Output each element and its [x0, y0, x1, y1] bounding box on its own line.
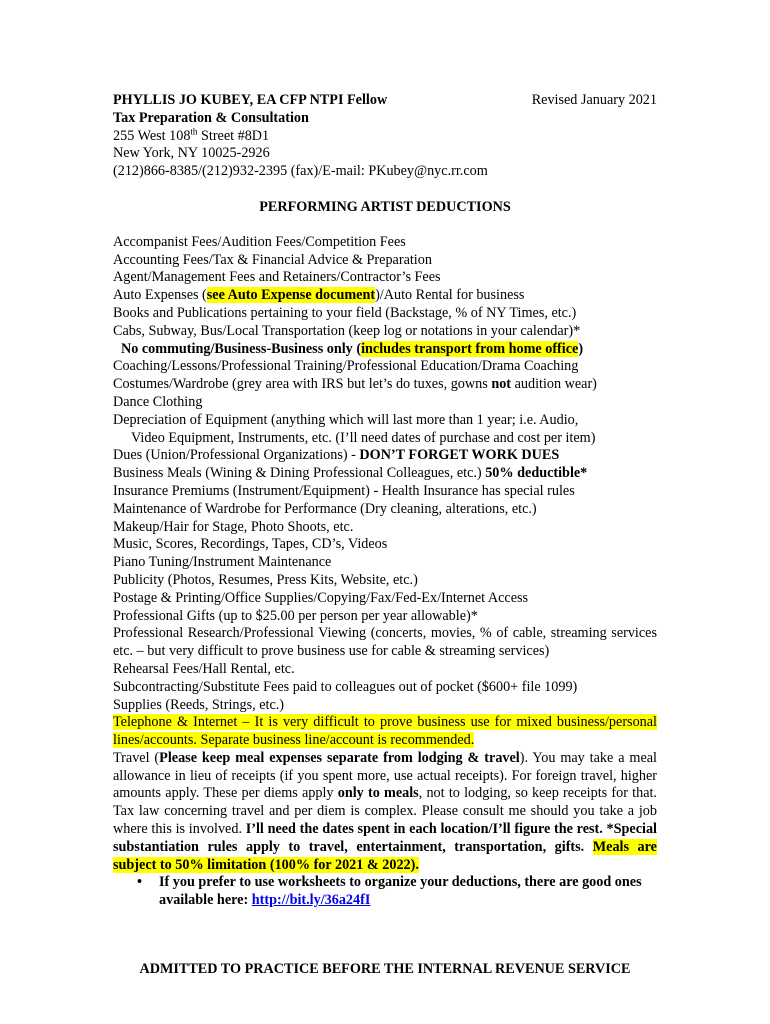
travel-paragraph [113, 750, 657, 875]
list-item: Accounting Fees/Tax & Financial Advice & Preparation [113, 251, 432, 268]
commute-highlight: includes transport from home office [361, 340, 579, 357]
costumes-text: Costumes/Wardrobe (grey area with IRS but let’s do tuxes, gowns [113, 376, 492, 393]
list-item: Publicity (Photos, Resumes, Press Kits, Website, etc.) [113, 571, 418, 588]
list-item: Video Equipment, Instruments, etc. (I’ll need dates of purchase and cost per item) [131, 429, 596, 446]
list-item: Accompanist Fees/Audition Fees/Competition Fees [113, 233, 406, 250]
travel-bold: Please keep meal expenses separate from lodging & travel [159, 749, 520, 766]
worksheets-link[interactable]: http://bit.ly/36a24fI [251, 892, 371, 909]
auto-highlight: see Auto Expense document [206, 287, 376, 304]
bullet-item [137, 874, 657, 910]
footer-text: ADMITTED TO PRACTICE BEFORE THE INTERNAL REVENUE SERVICE [139, 961, 631, 977]
list-item: Books and Publications pertaining to your field (Backstage, % of NY Times, etc.) [113, 304, 577, 321]
street-address [113, 125, 657, 146]
page-title: PERFORMING ARTIST DEDUCTIONS [259, 198, 511, 215]
bullet-text: If you prefer to use worksheets to organize your deductions, there are good ones available here: [159, 874, 642, 909]
list-item: Professional Research/Professional Viewing (concerts, movies, % of cable, streaming services etc. – but very difficult to prove business use for cable & streaming services) [113, 625, 657, 660]
street-name: Street #8D1 [197, 127, 270, 144]
costumes-text-end: audition wear) [511, 376, 597, 393]
list-item: Coaching/Lessons/Professional Training/Professional Education/Drama Coaching [113, 358, 579, 375]
costumes-bold: not [491, 376, 512, 393]
list-item: Music, Scores, Recordings, Tapes, CD’s, Videos [113, 536, 388, 553]
commute-text: No commuting/Business-Business only ( [121, 340, 362, 357]
list-item: Postage & Printing/Office Supplies/Copying/Fax/Fed-Ex/Internet Access [113, 589, 529, 606]
header-row [113, 92, 657, 110]
city-line: New York, NY 10025-2926 [113, 145, 270, 162]
auto-text-end: )/Auto Rental for business [375, 287, 525, 304]
list-item: Subcontracting/Substitute Fees paid to colleagues out of pocket ($600+ file 1099) [113, 678, 578, 695]
street-number: 255 West 108 [113, 127, 191, 144]
commute-text-end: ) [578, 340, 584, 357]
travel-bold: only to meals [337, 785, 419, 802]
list-item: Insurance Premiums (Instrument/Equipment) - Health Insurance has special rules [113, 482, 575, 499]
auto-text: Auto Expenses ( [113, 287, 207, 304]
dues-bold: DON’T FORGET WORK DUES [359, 447, 560, 464]
list-item: Dance Clothing [113, 393, 203, 410]
bullet-icon: • [137, 874, 142, 891]
travel-text: , not to lodging, so keep receipts for that. Tax law concerning travel and per diem is complex. Please consult me should you take a job where this is involved. [113, 785, 657, 838]
list-item [113, 341, 657, 359]
list-item [113, 376, 657, 394]
telephone-highlight: Telephone & Internet – It is very difficult to prove business use for mixed business/personal lines/accounts. Separate business line/account is recommended. [113, 714, 657, 749]
meals-text: Business Meals (Wining & Dining Professional Colleagues, etc.) [113, 465, 486, 482]
list-item: Maintenance of Wardrobe for Performance (Dry cleaning, alterations, etc.) [113, 500, 537, 517]
travel-highlight: Meals are subject to 50% limitation (100% for 2021 & 2022). [113, 838, 657, 873]
list-item: Rehearsal Fees/Hall Rental, etc. [113, 660, 295, 677]
travel-text: ). You may take a meal allowance in lieu of receipts (if you spent more, use actual receipts). For foreign travel, higher amounts apply. These per diems apply [113, 749, 658, 802]
street-suffix: th [190, 125, 198, 136]
preparer-name: PHYLLIS JO KUBEY, EA CFP NTPI Fellow [113, 92, 388, 108]
list-item: Piano Tuning/Instrument Maintenance [113, 554, 332, 571]
meals-bold: 50% deductible* [485, 465, 588, 482]
dues-text: Dues (Union/Professional Organizations) - [113, 447, 360, 464]
list-item: Cabs, Subway, Bus/Local Transportation (keep log or notations in your calendar)* [113, 322, 581, 339]
business-name: Tax Preparation & Consultation [113, 109, 309, 126]
list-item: Depreciation of Equipment (anything which will last more than 1 year; i.e. Audio, [113, 411, 579, 428]
list-item: Supplies (Reeds, Strings, etc.) [113, 696, 285, 713]
list-item: Professional Gifts (up to $25.00 per person per year allowable)* [113, 607, 478, 624]
document-body [113, 92, 657, 910]
list-item [113, 447, 657, 465]
list-item: Agent/Management Fees and Retainers/Contractor’s Fees [113, 269, 441, 286]
list-item [113, 465, 657, 483]
travel-text: Travel ( [113, 749, 160, 766]
list-item [113, 714, 657, 750]
revised-date: Revised January 2021 [531, 92, 657, 108]
travel-bold: I’ll need the dates spent in each location/I’ll figure the rest. *Special substantiation rules apply to travel, entertainment, transportation, gifts. [113, 821, 657, 855]
list-item [113, 287, 657, 305]
list-item: Makeup/Hair for Stage, Photo Shoots, etc. [113, 518, 354, 535]
contact-line: (212)866-8385/(212)932-2395 (fax)/E-mail: PKubey@nyc.rr.com [113, 163, 488, 180]
bullet-text-wrap [159, 874, 657, 910]
